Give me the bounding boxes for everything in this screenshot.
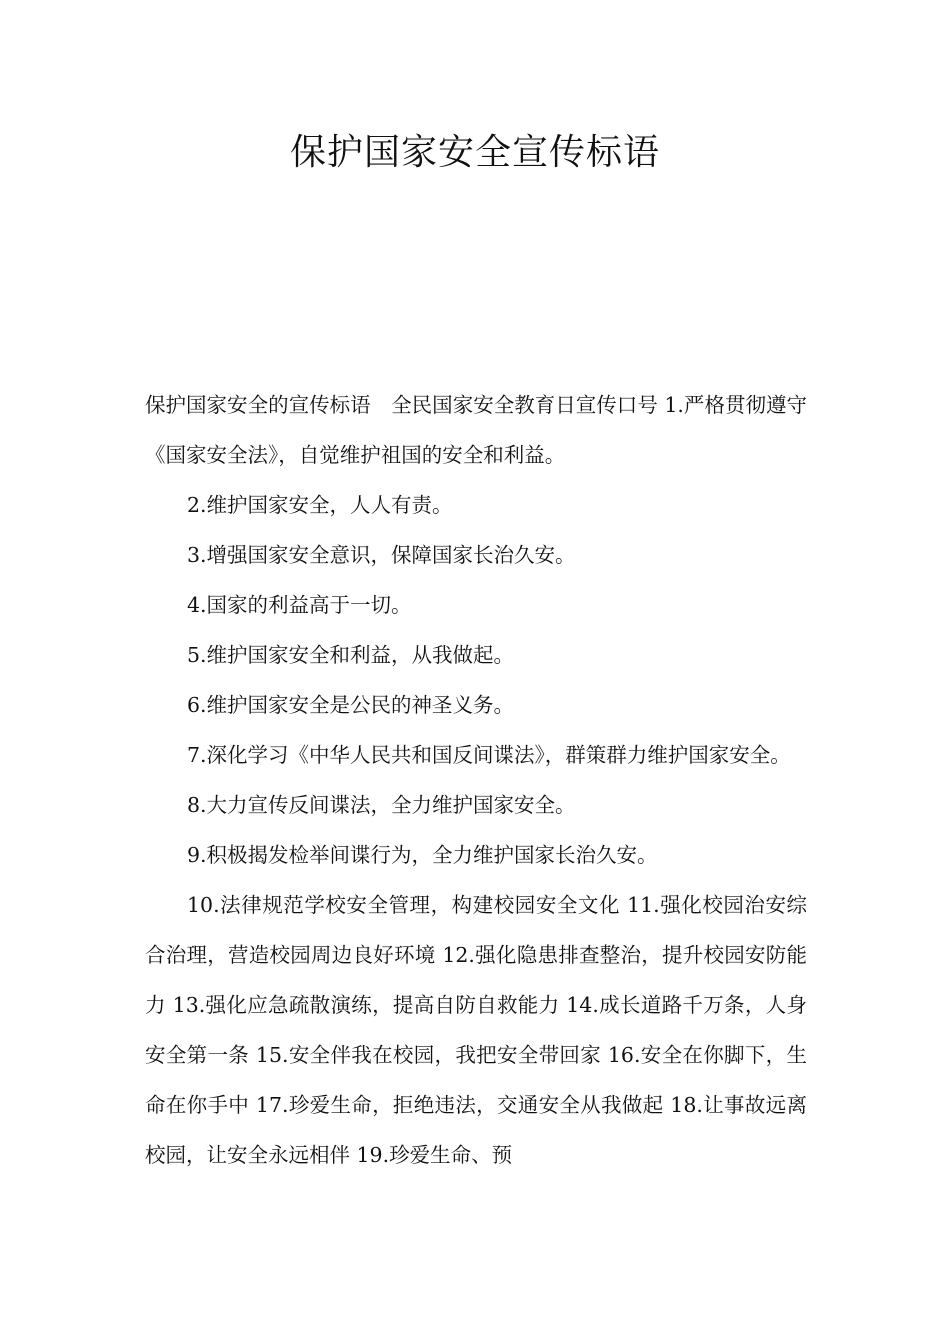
paragraph-slogan-4: 4.国家的利益高于一切。 [187, 593, 412, 617]
paragraph-slogan-5: 5.维护国家安全和利益，从我做起。 [187, 643, 515, 667]
page-title: 保护国家安全宣传标语 [289, 132, 660, 173]
paragraph-slogans-10-19: 10.法律规范学校安全管理，构建校园安全文化 11.强化校园治安综合治理，营造校园周边良好环境 12.强化隐患排查整治，提升校园安防能力 13.强化应急疏散演练，提高自防自救能力 14.成长道路千万条，人身安全第一条 15.安全伴我在校园，我把安全带回家 16.安全在你脚下，生命在你手中 17.珍爱生命，拒绝违法，交通安全从我做起 18.让事故远离校园，让安全永远相伴 19.珍爱生命、预 [145, 893, 807, 1167]
paragraph-slogan-2: 2.维护国家安全，人人有责。 [187, 493, 453, 517]
document-body [145, 380, 807, 1180]
paragraph-slogan-3: 3.增强国家安全意识，保障国家长治久安。 [187, 543, 576, 567]
paragraph-intro: 保护国家安全的宣传标语 全民国家安全教育日宣传口号 1.严格贯彻遵守《国家安全法》，自觉维护祖国的安全和利益。 [145, 393, 807, 467]
paragraph-slogan-7: 7.深化学习《中华人民共和国反间谍法》，群策群力维护国家安全。 [187, 743, 791, 767]
paragraph-slogan-9: 9.积极揭发检举间谍行为，全力维护国家长治久安。 [187, 843, 658, 867]
paragraph-slogan-8: 8.大力宣传反间谍法，全力维护国家安全。 [187, 793, 576, 817]
paragraph-slogan-6: 6.维护国家安全是公民的神圣义务。 [187, 693, 515, 717]
